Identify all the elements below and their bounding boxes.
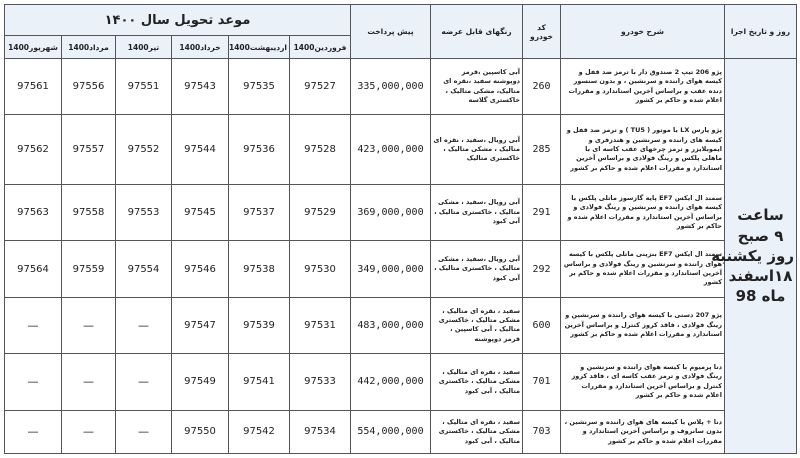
delivery-code: 97564	[5, 241, 62, 297]
delivery-code: 97539	[229, 297, 290, 353]
delivery-code: 97533	[290, 354, 351, 410]
prepay-amount: 483,000,000	[351, 297, 431, 353]
delivery-code: 97543	[172, 59, 229, 115]
car-colors: آبی رویال ،سفید ، نقره ای متالیک ، مشکی متالیک ، خاکستری متالیک	[431, 115, 523, 184]
delivery-code: 97542	[229, 410, 290, 453]
header-date: روز و تاریخ اجرا	[725, 5, 797, 59]
delivery-code: 97554	[116, 241, 172, 297]
header-prepay: پیش پرداخت	[351, 5, 431, 59]
table-row	[5, 297, 797, 353]
delivery-code: 97535	[229, 59, 290, 115]
car-description: سمند ال ایکس EF7 بنزینی ماتلی پلکس با کیسه هوای راننده و سرنشین و رینگ فولادی و براساس آخرین استاندارد و مقررات اعلام شده و حاکم بر کشور	[561, 241, 725, 297]
empty-dash: —	[116, 354, 172, 410]
empty-dash: —	[116, 297, 172, 353]
header-month: اردیبهشت1400	[229, 36, 290, 59]
delivery-code: 97550	[172, 410, 229, 453]
delivery-code: 97563	[5, 184, 62, 240]
header-month: تیر1400	[116, 36, 172, 59]
car-description: سمند ال ایکس EF7 پایه گازسوز ماتلی پلکس با کیسه هوای راننده و سرنشین و رینگ فولادی و براساس آخرین استاندارد و مقررات اعلام شده و حاکم بر کشور	[561, 184, 725, 240]
empty-dash: —	[116, 410, 172, 453]
delivery-code: 97534	[290, 410, 351, 453]
delivery-code: 97552	[116, 115, 172, 184]
car-code: 260	[523, 59, 561, 115]
delivery-code: 97549	[172, 354, 229, 410]
empty-dash: —	[62, 354, 116, 410]
delivery-code: 97558	[62, 184, 116, 240]
date-line: ماه 98	[735, 287, 786, 306]
table-row	[5, 59, 797, 115]
car-colors: سفید ، نقره ای متالیک ، مشکی متالیک ، خاکستری متالیک ، آبی کاسپین ، قرمز دوپوشنه	[431, 297, 523, 353]
car-code: 292	[523, 241, 561, 297]
delivery-code: 97545	[172, 184, 229, 240]
delivery-code: 97556	[62, 59, 116, 115]
car-colors: آبی کاسپین ،قرمز دوپوشنه سفید ،نقره ای متالیک، مشکی متالیک ، خاکستری گلاسه	[431, 59, 523, 115]
table-row	[5, 241, 797, 297]
car-description: دنا پرمیوم با کیسه هوای راننده و سرنشین و رینگ فولادی و ترمز عقب کاسه ای ، فاقد کروز کنترل و براساس آخرین استاندارد و مقررات اعلام شده و حاکم بر کشور	[561, 354, 725, 410]
table-row	[5, 184, 797, 240]
date-line: ساعت	[737, 206, 784, 225]
car-code: 600	[523, 297, 561, 353]
delivery-code: 97529	[290, 184, 351, 240]
car-description: پژو پارس LX با موتور ( TU5 ) و ترمز ضد قفل و کیسه های راننده و سرنشین و هندزفری و ایموبلایزر و ترمز چرخهای عقب کاسه ای با ماهلی پلکس و رینگ فولادی و براساس آخرین استاندارد و مقررات اعلام شده و حاکم بر کشور	[561, 115, 725, 184]
car-code: 701	[523, 354, 561, 410]
delivery-code: 97547	[172, 297, 229, 353]
table-row	[5, 354, 797, 410]
prepay-amount: 369,000,000	[351, 184, 431, 240]
car-colors: سفید ، نقره ای متالیک ، مشکی متالیک ، خاکستری متالیک ، آبی کبود	[431, 410, 523, 453]
delivery-code: 97538	[229, 241, 290, 297]
date-line: روز یکشنبه	[711, 246, 794, 265]
delivery-code: 97551	[116, 59, 172, 115]
car-colors: آبی رویال ،سفید ، مشکی متالیک ، خاکستری متالیک ، آبی کبود	[431, 184, 523, 240]
header-month: خرداد1400	[172, 36, 229, 59]
prepay-amount: 349,000,000	[351, 241, 431, 297]
table-row	[5, 115, 797, 184]
delivery-code: 97527	[290, 59, 351, 115]
car-colors: آبی رویال ،سفید ، مشکی متالیک ، خاکستری متالیک ، آبی کبود	[431, 241, 523, 297]
sales-table	[4, 4, 797, 454]
empty-dash: —	[5, 354, 62, 410]
empty-dash: —	[5, 410, 62, 453]
header-month: شهریور1400	[5, 36, 62, 59]
delivery-code: 97541	[229, 354, 290, 410]
header-month: فروردین1400	[290, 36, 351, 59]
header-code: کد خودرو	[523, 5, 561, 59]
car-code: 285	[523, 115, 561, 184]
table-row	[5, 410, 797, 453]
header-month: مرداد1400	[62, 36, 116, 59]
delivery-code: 97553	[116, 184, 172, 240]
delivery-code: 97536	[229, 115, 290, 184]
car-description: پژو 207 دستی با کیسه هوای راننده و سرنشین و رینگ فولادی ، فاقد کروز کنترل و براساس آخرین استاندارد و مقررات اعلام شده و حاکم بر کشور	[561, 297, 725, 353]
empty-dash: —	[62, 297, 116, 353]
delivery-code: 97537	[229, 184, 290, 240]
delivery-code: 97559	[62, 241, 116, 297]
header-colors: رنگهای قابل عرضه	[431, 5, 523, 59]
prepay-amount: 554,000,000	[351, 410, 431, 453]
car-description: دنا + پلاس با کیسه های هوای راننده و سرنشین ، بدون سانروف و براساس آخرین استاندارد و مقررات اعلام شده و حاکم بر کشور	[561, 410, 725, 453]
car-code: 291	[523, 184, 561, 240]
empty-dash: —	[62, 410, 116, 453]
prepay-amount: 442,000,000	[351, 354, 431, 410]
date-line: ۱۸اسفند	[728, 267, 793, 286]
delivery-code: 97528	[290, 115, 351, 184]
delivery-code: 97562	[5, 115, 62, 184]
delivery-code: 97546	[172, 241, 229, 297]
delivery-code: 97561	[5, 59, 62, 115]
header-delivery: موعد تحویل سال ۱۴۰۰	[5, 5, 351, 36]
prepay-amount: 335,000,000	[351, 59, 431, 115]
date-cell	[711, 59, 797, 454]
delivery-code: 97530	[290, 241, 351, 297]
delivery-code: 97544	[172, 115, 229, 184]
header-description: شرح خودرو	[561, 5, 725, 59]
car-description: پژو 206 تیپ 2 صندوق دار با ترمز ضد قفل و کیسه هوای راننده و سرنشین ، و بدون سنسور دنده عقب و براساس آخرین استاندارد و مقررات اعلام شده و حاکم بر کشور	[561, 59, 725, 115]
car-code: 703	[523, 410, 561, 453]
delivery-code: 97557	[62, 115, 116, 184]
delivery-code: 97531	[290, 297, 351, 353]
prepay-amount: 423,000,000	[351, 115, 431, 184]
empty-dash: —	[5, 297, 62, 353]
date-line: ۹ صبح	[737, 226, 784, 245]
car-colors: سفید ، نقره ای متالیک ، مشکی متالیک ، خاکستری متالیک ، آبی کبود	[431, 354, 523, 410]
